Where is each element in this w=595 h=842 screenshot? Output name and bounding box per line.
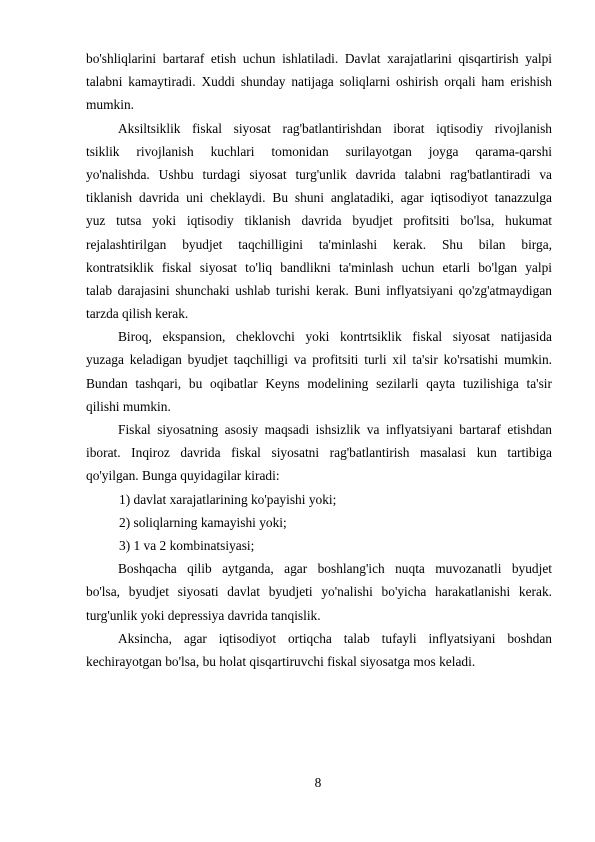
text-line xyxy=(86,372,552,395)
text-line xyxy=(86,279,552,302)
text-line-content: talab darajasini shunchaki ushlab turishi kerak. Buni inflyatsiyani qo'zg'atmaydigan xyxy=(86,282,552,298)
text-line-content: Aksincha, agar iqtisodiyot ortiqcha talab tufayli inflyatsiyani boshdan xyxy=(118,630,552,646)
text-line-content: mumkin. xyxy=(86,97,134,113)
text-line xyxy=(86,604,552,627)
text-line xyxy=(86,627,552,650)
text-line-content: Aksiltsiklik fiskal siyosat rag'batlantirishdan iborat iqtisodiy rivojlanish xyxy=(118,120,552,136)
text-line xyxy=(86,325,552,348)
text-line xyxy=(86,395,552,418)
body-text xyxy=(86,47,552,673)
text-line-content: tiklanish davrida uni cheklaydi. Bu shuni anglatadiki, agar iqtisodiyot tanazzulga xyxy=(86,190,552,206)
text-line xyxy=(86,464,552,487)
text-line xyxy=(86,209,552,232)
text-line-content: rejalashtirilgan byudjet taqchilligini ta'minlashi kerak. Shu bilan birga, xyxy=(86,236,552,252)
page-number: 8 xyxy=(314,775,322,790)
text-line xyxy=(86,557,552,580)
text-line-content: Boshqacha qilib aytganda, agar boshlang'ich nuqta muvozanatli byudjet xyxy=(118,561,552,577)
text-line xyxy=(86,511,552,534)
text-line-content: yuz tutsa yoki iqtisodiy tiklanish davrida byudjet profitsiti bo'lsa, hukumat xyxy=(86,213,552,229)
text-line xyxy=(86,348,552,371)
text-line-content: bo'lsa, byudjet siyosati davlat byudjeti yo'nalishi bo'yicha harakatlanishi kerak. xyxy=(86,584,552,600)
text-line-content: talabni kamaytiradi. Xuddi shunday natijaga soliqlarni oshirish orqali ham erishish xyxy=(86,74,552,90)
text-line xyxy=(86,233,552,256)
text-line xyxy=(86,70,552,93)
text-line xyxy=(86,302,552,325)
text-line-content: yuzaga keladigan byudjet taqchilligi va profitsiti turli xil ta'sir ko'rsatishi mumkin. xyxy=(86,352,552,368)
text-line xyxy=(86,163,552,186)
text-line xyxy=(86,441,552,464)
text-line-content: kechirayotgan bo'lsa, bu holat qisqartiruvchi fiskal siyosatga mos keladi. xyxy=(86,653,476,669)
text-line xyxy=(86,256,552,279)
text-line-content: Fiskal siyosatning asosiy maqsadi ishsizlik va inflyatsiyani bartaraf etishdan xyxy=(118,422,552,437)
text-line-content: bo'shliqlarini bartaraf etish uchun ishlatiladi. Davlat xarajatlarini qisqartirish yalpi xyxy=(86,51,552,66)
text-line-content: turg'unlik yoki depressiya davrida tanqislik. xyxy=(86,607,321,623)
text-line-content: Biroq, ekspansion, cheklovchi yoki kontrtsiklik fiskal siyosat natijasida xyxy=(118,329,552,345)
text-line-content: tarzda qilish kerak. xyxy=(86,306,189,322)
text-line xyxy=(86,93,552,116)
text-line-content: qo'yilgan. Bunga quyidagilar kiradi: xyxy=(86,468,280,484)
text-line-content: 1) davlat xarajatlarining ko'payishi yoki; xyxy=(119,491,337,507)
text-line xyxy=(86,418,552,441)
text-line-content: iborat. Inqiroz davrida fiskal siyosatni rag'batlantirish masalasi kun tartibiga xyxy=(86,445,552,461)
text-line xyxy=(86,117,552,140)
text-line xyxy=(86,186,552,209)
text-line xyxy=(86,650,552,673)
text-line xyxy=(86,47,552,70)
text-line xyxy=(86,534,552,557)
text-line xyxy=(86,140,552,163)
text-line-content: tsiklik rivojlanish kuchlari tomonidan surilayotgan joyga qarama-qarshi xyxy=(86,143,552,159)
text-line-content: Bundan tashqari, bu oqibatlar Keyns modelining sezilarli qayta tuzilishiga ta'sir xyxy=(86,375,552,391)
text-line-content: kontratsiklik fiskal siyosat to'liq bandlikni ta'minlash uchun etarli bo'lgan yalpi xyxy=(86,259,552,275)
text-line-content: 2) soliqlarning kamayishi yoki; xyxy=(119,514,287,530)
text-line xyxy=(86,580,552,603)
text-line-content: 3) 1 va 2 kombinatsiyasi; xyxy=(119,537,255,553)
text-line-content: yo'nalishda. Ushbu turdagi siyosat turg'unlik davrida talabni rag'batlantiradi va xyxy=(86,166,552,182)
text-line-content: qilishi mumkin. xyxy=(86,398,171,414)
text-line xyxy=(86,488,552,511)
